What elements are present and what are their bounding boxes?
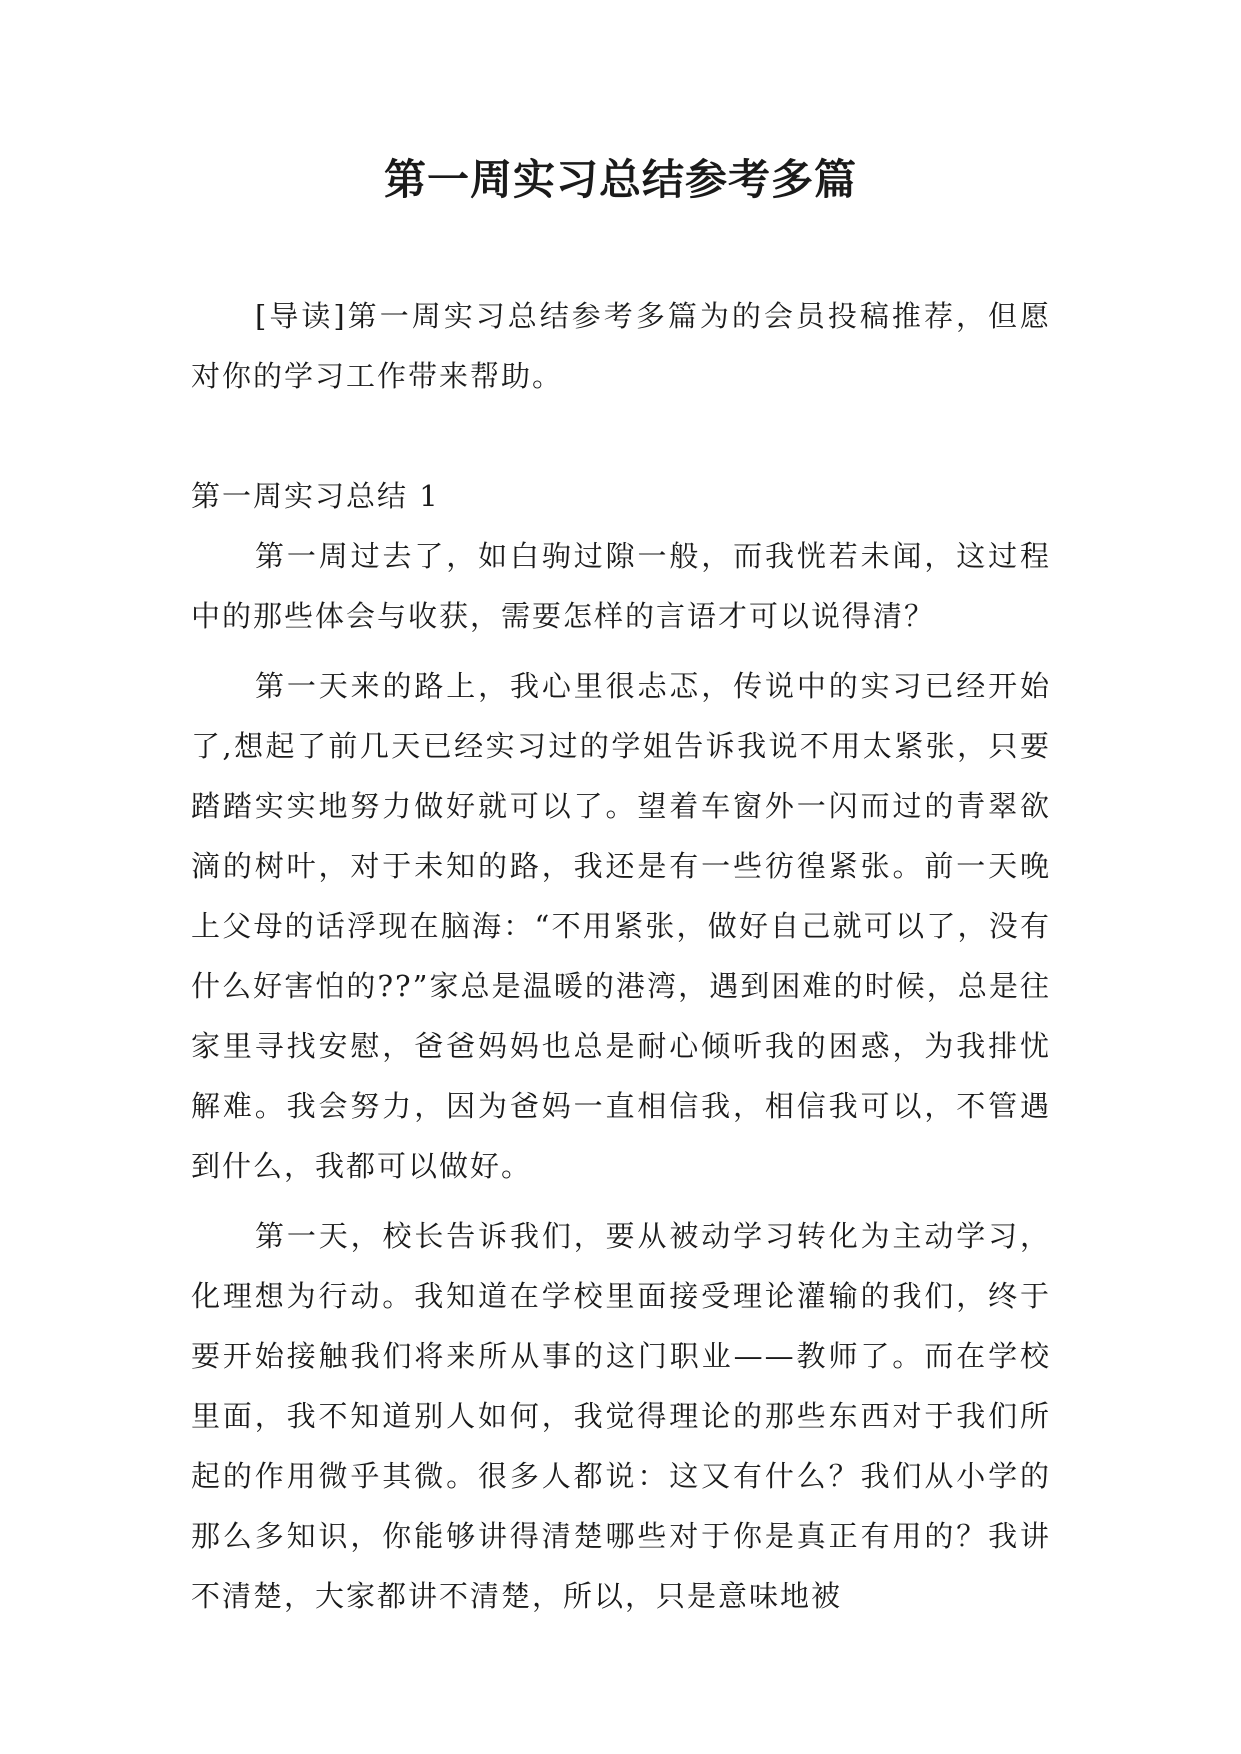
document-title: 第一周实习总结参考多篇 <box>383 155 857 204</box>
paragraph: 第一周过去了，如白驹过隙一般，而我恍若未闻，这过程中的那些体会与收获，需要怎样的言语才可以说得清？ <box>191 539 1051 633</box>
paragraph: 第一天，校长告诉我们，要从被动学习转化为主动学习，化理想为行动。我知道在学校里面接受理论灌输的我们，终于要开始接触我们将来所从事的这门职业——教师了。而在学校里面，我不知道别人如何，我觉得理论的那些东西对于我们所起的作用微乎其微。很多人都说：这又有什么？我们从小学的那么多知识，你能够讲得清楚哪些对于你是真正有用的？我讲不清楚，大家都讲不清楚，所以，只是意味地被 <box>191 1219 1051 1613</box>
section-heading: 第一周实习总结 1 <box>191 479 440 513</box>
article-body <box>191 526 1051 1636</box>
paragraph: 第一天来的路上，我心里很忐忑，传说中的实习已经开始了,想起了前几天已经实习过的学姐告诉我说不用太紧张，只要踏踏实实地努力做好就可以了。望着车窗外一闪而过的青翠欲滴的树叶，对于未知的路，我还是有一些彷徨紧张。前一天晚上父母的话浮现在脑海：“不用紧张，做好自己就可以了，没有什么好害怕的??”家总是温暖的港湾，遇到困难的时候，总是往家里寻找安慰，爸爸妈妈也总是耐心倾听我的困惑，为我排忧解难。我会努力，因为爸妈一直相信我，相信我可以，不管遇到什么，我都可以做好。 <box>191 669 1051 1183</box>
intro-paragraph: [导读]第一周实习总结参考多篇为的会员投稿推荐，但愿对你的学习工作带来帮助。 <box>191 299 1051 393</box>
